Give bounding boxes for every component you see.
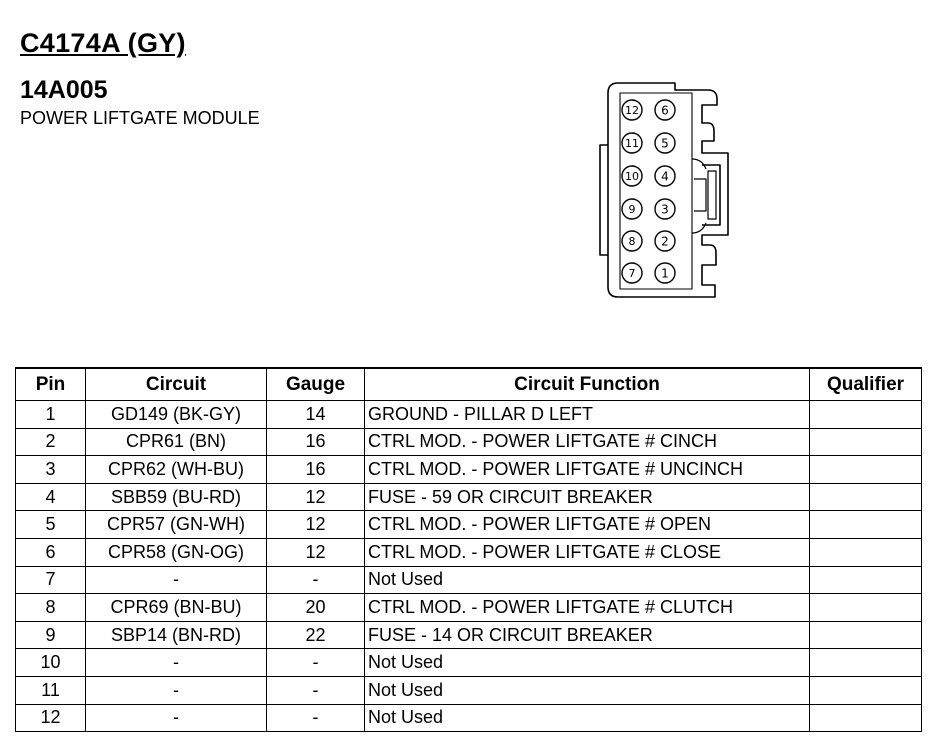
gauge-cell: - xyxy=(267,704,365,732)
function-cell: Not Used xyxy=(365,566,810,594)
table-row xyxy=(16,594,922,622)
svg-text:3: 3 xyxy=(661,202,669,217)
pin-cell: 6 xyxy=(16,538,86,566)
connector-left-tab xyxy=(600,145,608,255)
qualifier-cell xyxy=(810,676,922,704)
pin-4 xyxy=(655,166,675,186)
pin-10 xyxy=(622,166,642,186)
gauge-cell: - xyxy=(267,649,365,677)
qualifier-cell xyxy=(810,704,922,732)
gauge-cell: 22 xyxy=(267,621,365,649)
gauge-cell: 12 xyxy=(267,483,365,511)
table-row xyxy=(16,566,922,594)
pin-9 xyxy=(622,199,642,219)
pin-cell: 8 xyxy=(16,594,86,622)
circuit-cell: - xyxy=(86,649,267,677)
pin-cell: 10 xyxy=(16,649,86,677)
function-cell: FUSE - 14 OR CIRCUIT BREAKER xyxy=(365,621,810,649)
pin-cell: 12 xyxy=(16,704,86,732)
pin-3 xyxy=(655,199,675,219)
gauge-cell: 16 xyxy=(267,428,365,456)
pin-cell: 1 xyxy=(16,401,86,429)
pin-cell: 9 xyxy=(16,621,86,649)
gauge-cell: - xyxy=(267,566,365,594)
table-row xyxy=(16,456,922,484)
svg-text:12: 12 xyxy=(625,104,639,117)
function-cell: CTRL MOD. - POWER LIFTGATE # CLUTCH xyxy=(365,594,810,622)
circuit-cell: CPR58 (GN-OG) xyxy=(86,538,267,566)
qualifier-cell xyxy=(810,483,922,511)
table-row xyxy=(16,649,922,677)
qualifier-cell xyxy=(810,401,922,429)
circuit-cell: - xyxy=(86,704,267,732)
qualifier-cell xyxy=(810,428,922,456)
pin-7 xyxy=(622,263,642,283)
pin-cell: 2 xyxy=(16,428,86,456)
table-row xyxy=(16,511,922,539)
function-cell: CTRL MOD. - POWER LIFTGATE # CINCH xyxy=(365,428,810,456)
pin-cell: 4 xyxy=(16,483,86,511)
pin-2 xyxy=(655,231,675,251)
gauge-cell: 20 xyxy=(267,594,365,622)
column-header-gauge: Gauge xyxy=(267,368,365,401)
circuit-cell: SBB59 (BU-RD) xyxy=(86,483,267,511)
function-cell: Not Used xyxy=(365,649,810,677)
qualifier-cell xyxy=(810,538,922,566)
column-header-qualifier: Qualifier xyxy=(810,368,922,401)
connector-inner-outline xyxy=(620,93,692,289)
connector-latch xyxy=(702,165,720,225)
svg-text:10: 10 xyxy=(625,170,639,183)
qualifier-cell xyxy=(810,621,922,649)
svg-text:5: 5 xyxy=(661,136,669,151)
function-cell: CTRL MOD. - POWER LIFTGATE # OPEN xyxy=(365,511,810,539)
circuit-cell: CPR69 (BN-BU) xyxy=(86,594,267,622)
svg-text:7: 7 xyxy=(628,267,636,280)
pin-11 xyxy=(622,133,642,153)
gauge-cell: 14 xyxy=(267,401,365,429)
table-row xyxy=(16,621,922,649)
pin-cell: 5 xyxy=(16,511,86,539)
right-pin-column xyxy=(655,100,675,283)
table-row xyxy=(16,428,922,456)
part-number: 14A005 xyxy=(20,76,108,104)
column-header-circuit-function: Circuit Function xyxy=(365,368,810,401)
qualifier-cell xyxy=(810,649,922,677)
circuit-cell: CPR61 (BN) xyxy=(86,428,267,456)
svg-text:9: 9 xyxy=(628,203,636,216)
column-header-pin: Pin xyxy=(16,368,86,401)
pin-cell: 11 xyxy=(16,676,86,704)
gauge-cell: 12 xyxy=(267,538,365,566)
function-cell: CTRL MOD. - POWER LIFTGATE # UNCINCH xyxy=(365,456,810,484)
pin-6 xyxy=(655,100,675,120)
circuit-cell: SBP14 (BN-RD) xyxy=(86,621,267,649)
pin-12 xyxy=(622,100,642,120)
function-cell: GROUND - PILLAR D LEFT xyxy=(365,401,810,429)
svg-text:6: 6 xyxy=(661,103,669,118)
table-row xyxy=(16,538,922,566)
function-cell: Not Used xyxy=(365,704,810,732)
pin-5 xyxy=(655,133,675,153)
table-row xyxy=(16,704,922,732)
table-row xyxy=(16,483,922,511)
connector-id-title: C4174A (GY) xyxy=(20,28,186,58)
svg-text:11: 11 xyxy=(625,137,639,150)
circuit-cell: - xyxy=(86,566,267,594)
qualifier-cell xyxy=(810,511,922,539)
table-row xyxy=(16,401,922,429)
function-cell: Not Used xyxy=(365,676,810,704)
gauge-cell: 12 xyxy=(267,511,365,539)
circuit-cell: CPR62 (WH-BU) xyxy=(86,456,267,484)
svg-text:1: 1 xyxy=(661,266,669,281)
gauge-cell: 16 xyxy=(267,456,365,484)
circuit-cell: - xyxy=(86,676,267,704)
table-row xyxy=(16,676,922,704)
svg-text:2: 2 xyxy=(661,234,669,249)
pin-cell: 3 xyxy=(16,456,86,484)
circuit-cell: CPR57 (GN-WH) xyxy=(86,511,267,539)
gauge-cell: - xyxy=(267,676,365,704)
qualifier-cell xyxy=(810,566,922,594)
circuit-cell: GD149 (BK-GY) xyxy=(86,401,267,429)
qualifier-cell xyxy=(810,456,922,484)
pin-1 xyxy=(655,263,675,283)
function-cell: CTRL MOD. - POWER LIFTGATE # CLOSE xyxy=(365,538,810,566)
pinout-table xyxy=(15,367,922,732)
function-cell: FUSE - 59 OR CIRCUIT BREAKER xyxy=(365,483,810,511)
module-name: POWER LIFTGATE MODULE xyxy=(20,108,260,128)
pin-cell: 7 xyxy=(16,566,86,594)
connector-face-diagram xyxy=(590,75,740,310)
svg-text:8: 8 xyxy=(628,235,636,248)
qualifier-cell xyxy=(810,594,922,622)
pin-8 xyxy=(622,231,642,251)
table-header-row xyxy=(16,368,922,401)
left-pin-column xyxy=(622,100,642,283)
svg-text:4: 4 xyxy=(661,169,669,184)
column-header-circuit: Circuit xyxy=(86,368,267,401)
